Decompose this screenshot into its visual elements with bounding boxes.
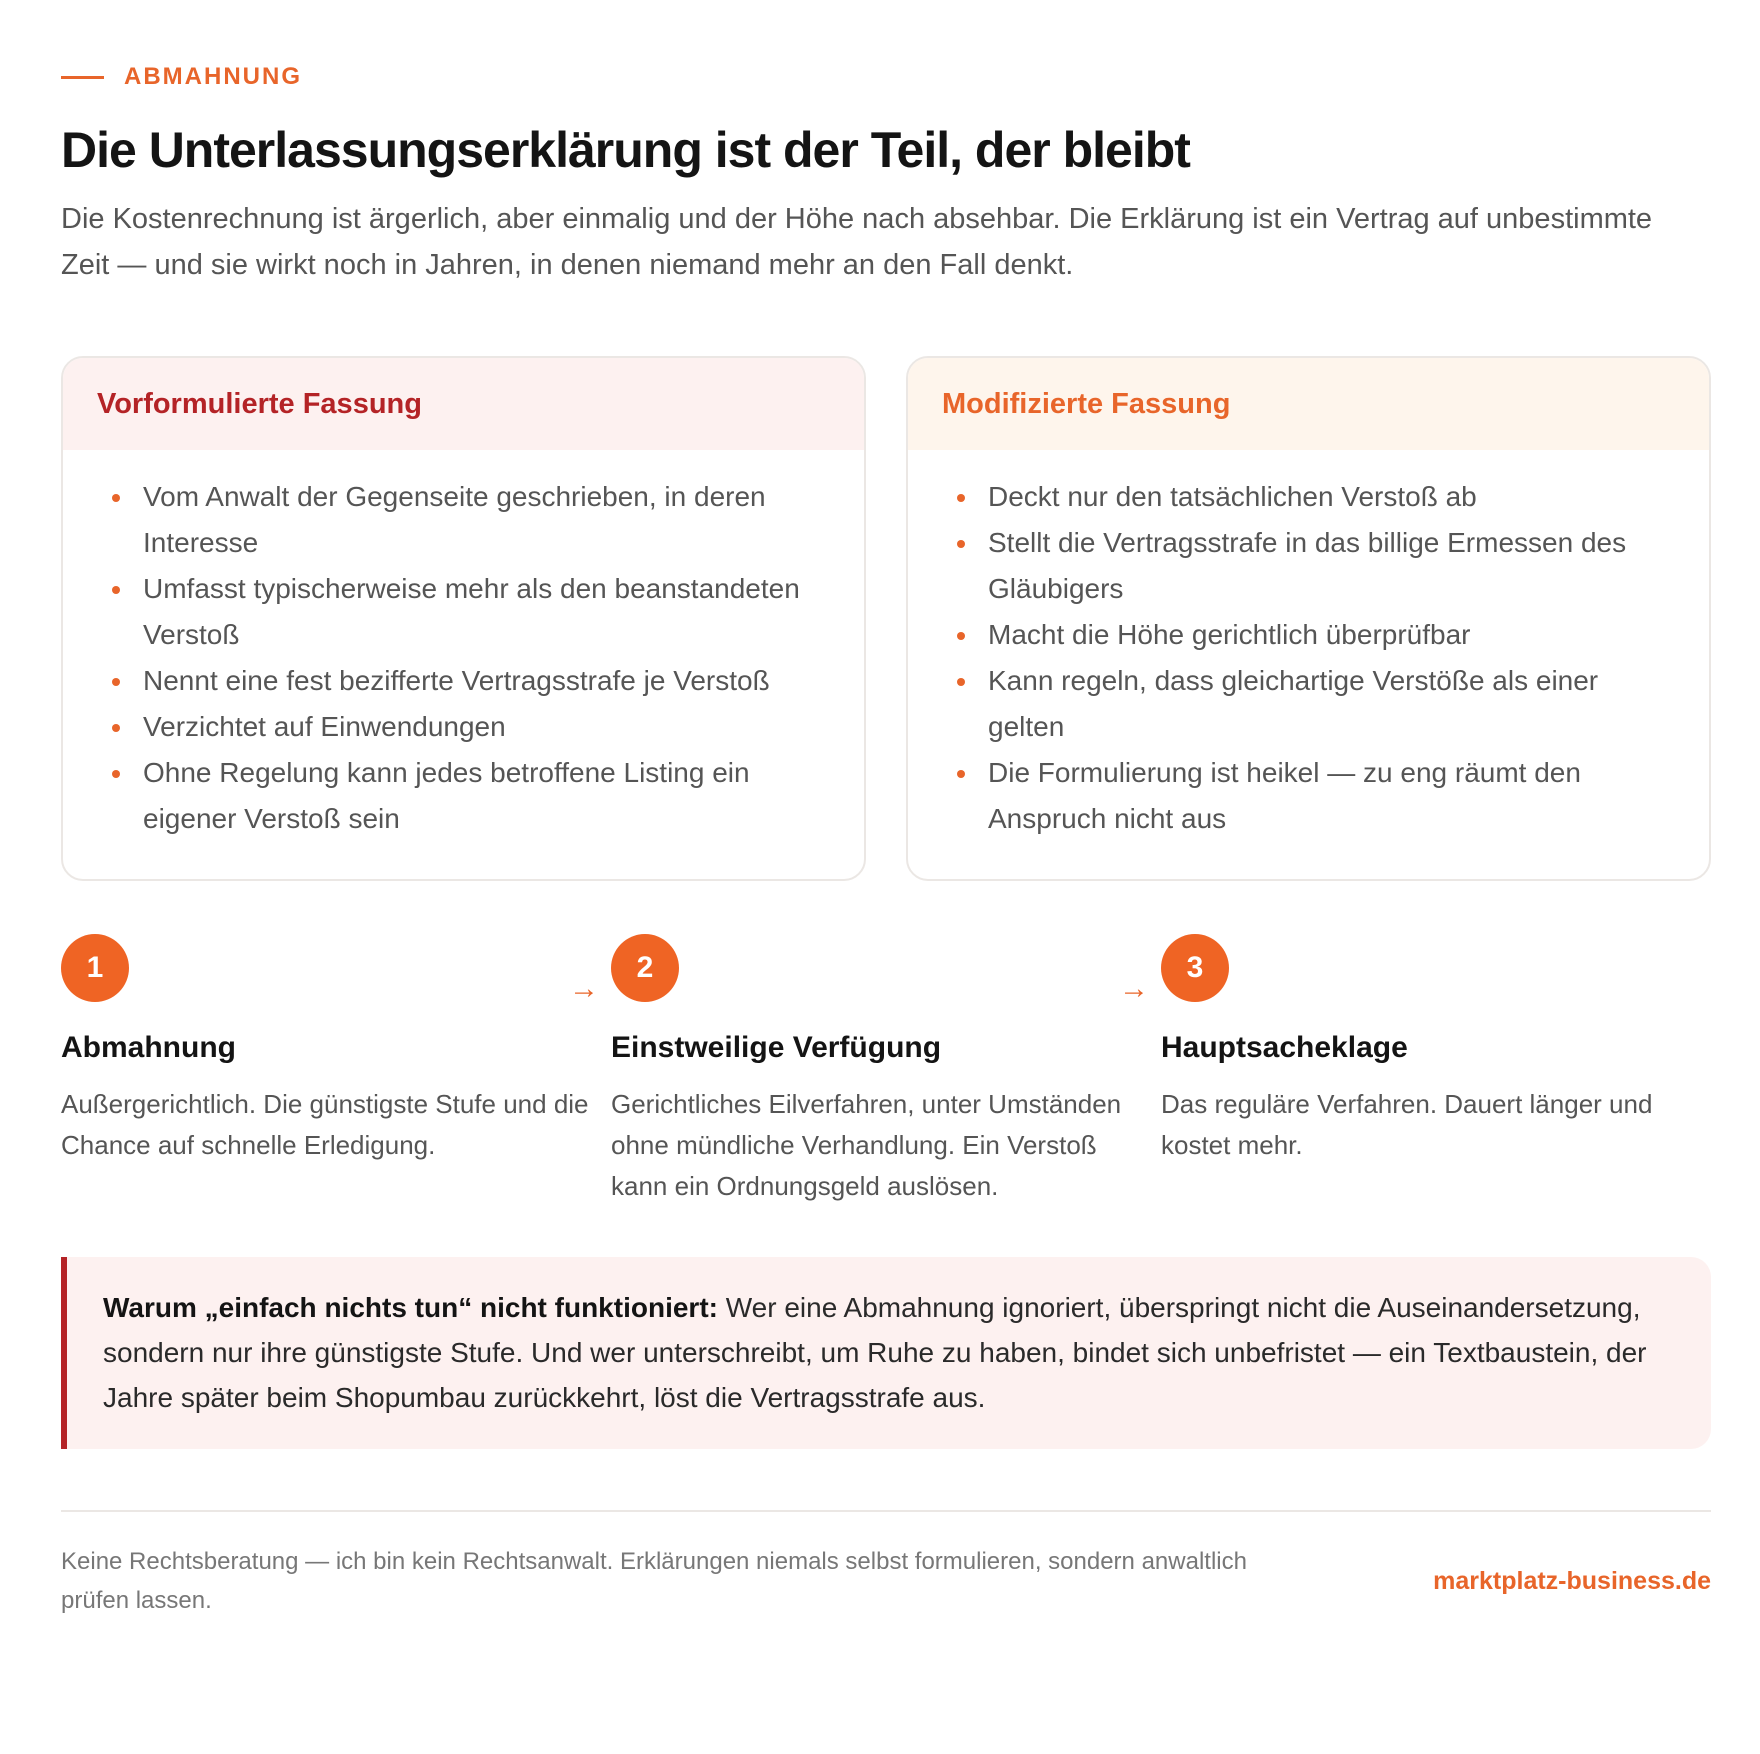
list-item-text: Umfasst typischerweise mehr als den beanstandeten Verstoß xyxy=(143,573,800,650)
step-main-lawsuit xyxy=(1119,934,1711,1207)
step-number-badge: 3 xyxy=(1161,934,1229,1002)
bullet-icon xyxy=(957,678,965,686)
card-title: Modifizierte Fassung xyxy=(908,358,1709,450)
list-item xyxy=(109,750,830,842)
list-item xyxy=(954,750,1675,842)
card-predrafted-version xyxy=(61,356,866,881)
disclaimer-note: Keine Rechtsberatung — ich bin kein Rechtsanwalt. Erklärungen niemals selbst formulieren, sondern anwaltlich prüfen lassen. xyxy=(61,1548,1247,1614)
bullet-icon xyxy=(112,678,120,686)
step-title: Einstweilige Verfügung xyxy=(611,1031,942,1064)
bullet-icon xyxy=(957,540,965,548)
callout-text: Wer eine Abmahnung ignoriert, überspringt nicht die Auseinandersetzung, sondern nur ihre günstigste Stufe. Und wer unterschreibt, um Ruhe zu haben, bindet sich unbefristet — ein Textbaustein, der Jahre später beim Shopumbau zurückkehrt, löst die Vertragsstrafe aus. xyxy=(103,1292,1647,1413)
step-warning xyxy=(61,934,611,1207)
list-item xyxy=(954,474,1675,520)
bullet-icon xyxy=(112,724,120,732)
step-description: Gerichtliches Eilverfahren, unter Umständen ohne mündliche Verhandlung. Ein Verstoß kann ein Ordnungsgeld auslösen. xyxy=(611,1089,1122,1201)
list-item-text: Deckt nur den tatsächlichen Verstoß ab xyxy=(988,481,1477,512)
page xyxy=(61,56,1711,1620)
card-modified-version xyxy=(906,356,1711,881)
brand-link[interactable]: marktplatz-business.de xyxy=(1433,1566,1711,1595)
process-steps xyxy=(61,934,1711,1207)
list-item-text: Macht die Höhe gerichtlich überprüfbar xyxy=(988,619,1471,650)
list-item xyxy=(954,658,1675,750)
eyebrow-line xyxy=(61,76,104,79)
footer-divider xyxy=(61,1510,1711,1512)
list-item xyxy=(109,704,830,750)
footer xyxy=(61,1542,1711,1620)
step-title: Abmahnung xyxy=(61,1031,236,1064)
step-description: Außergerichtlich. Die günstigste Stufe und die Chance auf schnelle Erledigung. xyxy=(61,1089,589,1160)
list-item-text: Die Formulierung ist heikel — zu eng räumt den Anspruch nicht aus xyxy=(988,757,1581,834)
list-item xyxy=(109,474,830,566)
step-number-badge: 1 xyxy=(61,934,129,1002)
list-item-text: Ohne Regelung kann jedes betroffene Listing ein eigener Verstoß sein xyxy=(143,757,750,834)
card-list xyxy=(908,450,1709,842)
bullet-icon xyxy=(112,586,120,594)
callout-lead: Warum „einfach nichts tun“ nicht funktioniert: xyxy=(103,1292,718,1323)
bullet-icon xyxy=(957,770,965,778)
list-item xyxy=(109,658,830,704)
page-title: Die Unterlassungserklärung ist der Teil, der bleibt xyxy=(61,122,1190,178)
step-description: Das reguläre Verfahren. Dauert länger und kostet mehr. xyxy=(1161,1089,1653,1160)
list-item xyxy=(954,520,1675,612)
comparison-cards xyxy=(61,356,1711,881)
lead-paragraph: Die Kostenrechnung ist ärgerlich, aber einmalig und der Höhe nach absehbar. Die Erklärung ist ein Vertrag auf unbestimmte Zeit — und sie wirkt noch in Jahren, in denen niemand mehr an den Fall denkt. xyxy=(61,203,1653,281)
step-title: Hauptsacheklage xyxy=(1161,1031,1408,1064)
eyebrow-label: ABMAHNUNG xyxy=(124,63,302,90)
step-number-badge: 2 xyxy=(611,934,679,1002)
list-item xyxy=(954,612,1675,658)
list-item-text: Nennt eine fest bezifferte Vertragsstrafe je Verstoß xyxy=(143,665,770,696)
list-item-text: Kann regeln, dass gleichartige Verstöße als einer gelten xyxy=(988,665,1599,742)
list-item xyxy=(109,566,830,658)
step-injunction xyxy=(569,934,1161,1207)
list-item-text: Vom Anwalt der Gegenseite geschrieben, in deren Interesse xyxy=(143,481,766,558)
bullet-icon xyxy=(112,770,120,778)
card-title: Vorformulierte Fassung xyxy=(63,358,864,450)
list-item-text: Verzichtet auf Einwendungen xyxy=(143,711,506,742)
list-item-text: Stellt die Vertragsstrafe in das billige Ermessen des Gläubigers xyxy=(988,527,1627,604)
bullet-icon xyxy=(957,632,965,640)
arrow-right-icon: → xyxy=(1119,972,1149,1005)
bullet-icon xyxy=(957,494,965,502)
card-list xyxy=(63,450,864,842)
warning-callout xyxy=(61,1257,1711,1449)
arrow-right-icon: → xyxy=(569,972,599,1005)
bullet-icon xyxy=(112,494,120,502)
eyebrow xyxy=(61,56,1711,98)
